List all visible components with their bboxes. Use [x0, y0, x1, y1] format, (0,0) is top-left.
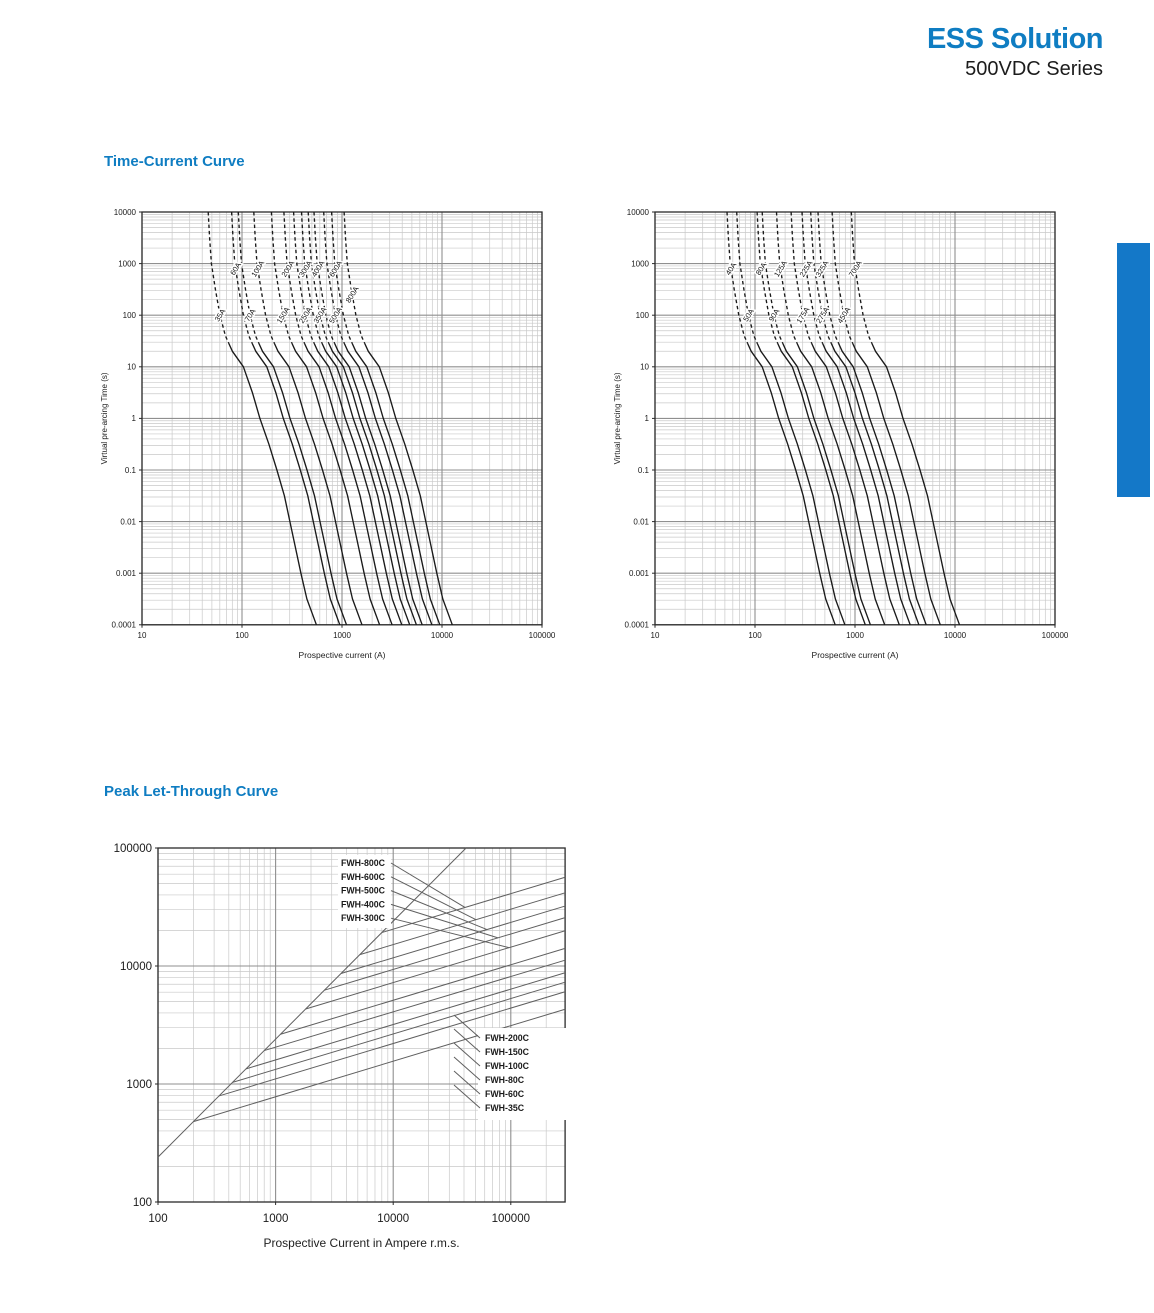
- curve-rating-label: 450A: [835, 305, 853, 326]
- fuse-model-label: FWH-100C: [485, 1061, 529, 1071]
- x-axis-title: Prospective Current in Ampere r.m.s.: [263, 1236, 460, 1250]
- y-tick-label: 0.0001: [111, 620, 136, 630]
- curve-rating-label: 275A: [814, 305, 831, 326]
- x-tick-label: 10000: [943, 630, 967, 640]
- curve-rating-label: 500A: [327, 305, 344, 326]
- curve-rating-label: 225A: [797, 258, 815, 279]
- doc-title: ESS Solution: [926, 23, 1103, 55]
- y-tick-label: 1000: [126, 1079, 152, 1092]
- peak-let-through-chart: [95, 835, 605, 1265]
- section-heading-peak-let-through: Peak Let-Through Curve: [104, 783, 279, 800]
- grid: [142, 212, 542, 625]
- y-tick-label: 0.01: [120, 517, 136, 527]
- page-header: [927, 24, 1103, 81]
- curve-rating-label: 150A: [274, 305, 292, 326]
- fuse-model-label: FWH-60C: [485, 1089, 525, 1099]
- x-tick-label: 10000: [377, 1213, 410, 1225]
- fuse-curve: [797, 344, 885, 625]
- section-heading-time-current: Time-Current Curve: [104, 153, 245, 170]
- label-leader: [454, 1085, 480, 1108]
- x-tick-label: 100: [148, 1213, 168, 1225]
- fuse-model-label: FWH-80C: [485, 1075, 525, 1085]
- x-tick-label: 10: [137, 630, 147, 640]
- y-axis-title: Virtual pre-arcing Time (s): [613, 372, 622, 465]
- x-axis-title: Prospective current (A): [298, 649, 386, 660]
- label-leader: [454, 1043, 480, 1066]
- y-tick-label: 0.001: [628, 569, 649, 578]
- curve-rating-label: 60A: [228, 260, 243, 277]
- y-tick-label: 0.1: [637, 465, 649, 475]
- fuse-curve: [275, 344, 363, 625]
- time-current-chart-right: [608, 200, 1078, 665]
- fuse-model-label: FWH-200C: [485, 1033, 529, 1043]
- x-tick-label: 10: [650, 630, 660, 640]
- x-tick-label: 100000: [491, 1213, 530, 1225]
- label-leader: [454, 1071, 480, 1094]
- y-tick-label: 100: [132, 1197, 152, 1210]
- fuse-curve: [783, 344, 871, 625]
- y-tick-label: 0.01: [633, 517, 649, 527]
- y-tick-label: 1000: [118, 259, 136, 269]
- y-tick-label: 1: [644, 414, 649, 424]
- x-tick-label: 1000: [333, 630, 351, 640]
- y-tick-label: 1000: [631, 259, 649, 269]
- x-tick-label: 100: [748, 630, 762, 640]
- y-tick-label: 100: [635, 311, 649, 320]
- label-leader: [391, 891, 487, 930]
- page-edge-tab: [1117, 243, 1150, 497]
- curve-rating-label: 400A: [309, 258, 327, 279]
- y-tick-label: 0.1: [124, 465, 136, 475]
- curve-rating-label: 700A: [846, 258, 864, 279]
- fuse-curve-prearc-dashed: [208, 212, 229, 344]
- x-tick-label: 1000: [262, 1213, 289, 1225]
- x-tick-label: 1000: [846, 630, 864, 640]
- curve-rating-label: 40A: [723, 260, 739, 277]
- fuse-model-label: FWH-800C: [341, 858, 385, 868]
- y-tick-label: 10000: [626, 207, 649, 217]
- curve-rating-label: 175A: [794, 305, 812, 326]
- label-leader: [454, 1057, 480, 1080]
- curve-rating-label: 35A: [212, 307, 228, 324]
- fuse-model-label: FWH-500C: [341, 885, 385, 896]
- x-axis-title: Prospective current (A): [811, 649, 899, 660]
- fuse-model-label: FWH-600C: [341, 871, 385, 882]
- x-tick-label: 10000: [430, 630, 454, 640]
- curve-rating-label: 350A: [311, 305, 329, 326]
- y-tick-label: 100000: [113, 843, 152, 856]
- y-axis-title: Virtual pre-arcing Time (s): [100, 372, 109, 465]
- x-tick-label: 100: [235, 630, 249, 640]
- curve-rating-label: 300A: [297, 258, 314, 279]
- curve-rating-label: 250A: [296, 305, 314, 326]
- x-tick-label: 100000: [528, 630, 556, 640]
- doc-subtitle: 500VDC Series: [965, 57, 1103, 80]
- label-leader: [391, 863, 465, 907]
- curve-rating-label: 600A: [327, 258, 345, 279]
- fuse-model-label: FWH-35C: [485, 1103, 525, 1113]
- fuse-curve: [757, 344, 845, 625]
- fuse-curve-prearc-dashed: [344, 212, 365, 344]
- curve-rating-label: 90A: [766, 307, 782, 324]
- fuse-curve: [823, 344, 911, 625]
- fuse-model-label: FWH-400C: [341, 899, 385, 910]
- curve-rating-label: 800A: [343, 284, 361, 305]
- prospective-peak-diagonal: [158, 848, 466, 1157]
- y-tick-label: 100: [122, 311, 136, 320]
- fuse-model-label: FWH-150C: [485, 1047, 529, 1057]
- fuse-curve: [748, 344, 836, 625]
- y-tick-label: 10: [127, 362, 136, 372]
- curve-rating-label: 80A: [753, 260, 769, 277]
- y-tick-label: 1: [131, 414, 136, 424]
- y-tick-label: 10000: [120, 961, 152, 974]
- curve-rating-label: 70A: [242, 307, 258, 324]
- y-tick-label: 0.001: [115, 569, 136, 578]
- time-current-chart-left: [95, 200, 565, 665]
- curve-rating-label: 50A: [741, 307, 756, 324]
- y-tick-label: 0.0001: [624, 620, 649, 630]
- curve-rating-label: 100A: [249, 258, 267, 279]
- fuse-curve: [314, 344, 402, 625]
- x-tick-label: 100000: [1041, 630, 1069, 640]
- curve-rating-label: 125A: [772, 258, 789, 279]
- y-tick-label: 10000: [113, 207, 136, 217]
- y-tick-label: 10: [640, 362, 649, 372]
- curve-rating-label: 200A: [279, 258, 297, 279]
- curve-rating-label: 325A: [813, 258, 831, 279]
- fuse-model-label: FWH-300C: [341, 913, 385, 924]
